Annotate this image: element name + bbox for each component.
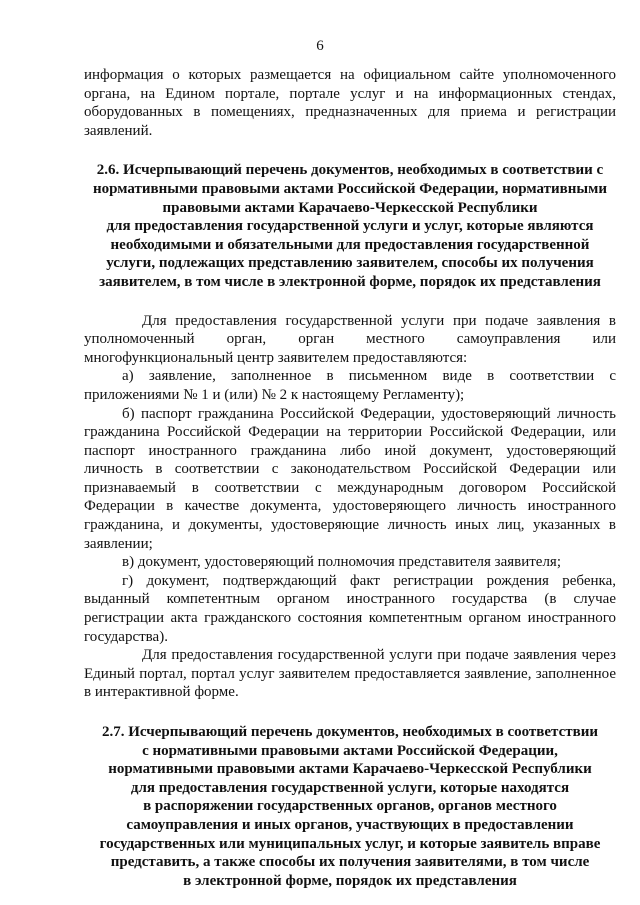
list-item-b: б) паспорт гражданина Российской Федерации, удостоверяющий личность гражданина Российской Федерации на территории Российской Федерации, или паспорт иностранного гражданина либо иной документ, удостоверяющий личность в соответствии с законодательством Российской Федерации или признаваемый в соответствии с международным договором Российской Федерации в качестве документа, удостоверяющего личность иностранного гражданина, и документы, удостоверяющие личность иных лиц, указанных в заявлении; [84, 405, 616, 552]
heading-line: услуги, подлежащих представлению заявителем, способы их получения [106, 255, 594, 272]
heading-line: нормативными правовыми актами Российской Федерации, нормативными [93, 180, 607, 197]
heading-line: 2.6. Исчерпывающий перечень документов, необходимых в соответствии с [96, 162, 604, 179]
heading-line: правовыми актами Карачаево-Черкесской Республики [162, 199, 538, 216]
list-item-g: г) документ, подтверждающий факт регистрации рождения ребенка, выданный компетентным органом иностранного государства (в случае регистрации акта гражданского состояния компетентным органом иностранного государства). [84, 572, 616, 645]
page-content [84, 66, 616, 890]
section-2-6-heading [84, 161, 616, 291]
heading-line: для предоставления государственной услуги и услуг, которые являются [106, 218, 594, 235]
heading-line: государственных или муниципальных услуг, и которые заявитель вправе [99, 835, 601, 852]
heading-line: представить, а также способы их получения заявителями, в том числе [110, 854, 590, 871]
heading-line: в распоряжении государственных органов, органов местного [143, 798, 557, 815]
heading-line: 2.7. Исчерпывающий перечень документов, необходимых в соответствии [102, 724, 598, 740]
heading-line: необходимыми и обязательными для предоставления государственной [110, 236, 590, 253]
paragraph: Для предоставления государственной услуги при подаче заявления в уполномоченный орган, орган местного самоуправления или многофункциональный центр заявителем предоставляются: [84, 312, 616, 366]
heading-line: в электронной форме, порядок их представления [183, 872, 517, 889]
heading-line: нормативными правовыми актами Карачаево-Черкесской Республики [108, 761, 592, 778]
page-number: 6 [316, 38, 324, 54]
section-2-7-heading [84, 723, 616, 890]
heading-line: для предоставления государственной услуги, которые находятся [130, 779, 570, 796]
list-item-v: в) документ, удостоверяющий полномочия представителя заявителя; [122, 554, 561, 571]
list-item-a: а) заявление, заполненное в письменном виде в соответствии с приложениями № 1 и (или) № 2 к настоящему Регламенту); [84, 368, 616, 403]
heading-line: заявителем, в том числе в электронной форме, порядок их представления [99, 273, 601, 290]
heading-line: самоуправления и иных органов, участвующих в предоставлении [126, 816, 574, 833]
paragraph: Для предоставления государственной услуги при подаче заявления через Единый портал, портал услуг заявителем предоставляется заявление, заполненное в интерактивной форме. [84, 647, 616, 701]
intro-paragraph: информация о которых размещается на официальном сайте уполномоченного органа, на Едином портале, портале услуг и на информационных стендах, оборудованных в помещениях, предназначенных для приема и регистрации заявлений. [84, 67, 616, 139]
heading-line: с нормативными правовыми актами Российской Федерации, [142, 742, 558, 759]
